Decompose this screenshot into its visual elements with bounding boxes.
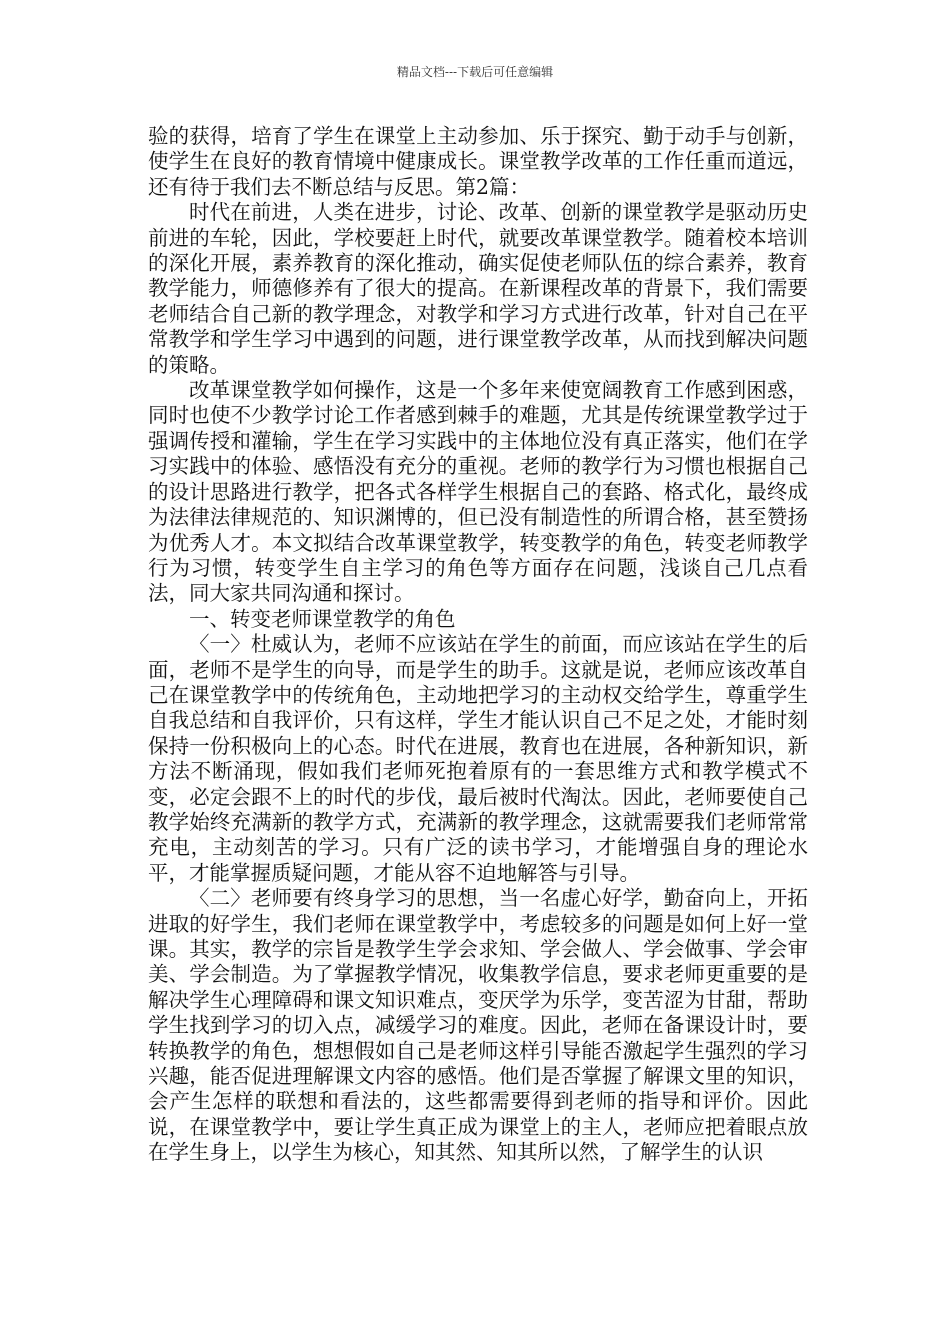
paragraph-4: 〈一〉杜威认为，老师不应该站在学生的前面，而应该站在学生的后面，老师不是学生的向导，而是学生的助手。这就是说，老师应该改革自己在课堂教学中的传统角色，主动地把学习的主动权交给学生，尊重学生自我总结和自我评价，只有这样，学生才能认识自己不足之处，才能时刻保持一份积极向上的心态。时代在进展，教育也在进展，各种新知识，新方法不断涌现，假如我们老师死抱着原有的一套思维方式和教学模式不变，必定会跟不上的时代的步伐，最后被时代淘汰。因此，老师要使自己教学始终充满新的教学方式，充满新的教学理念，这就需要我们老师常常充电，主动刻苦的学习。只有广泛的读书学习，才能增强自身的理论水平，才能掌握质疑问题，才能从容不迫地解答与引导。: [148, 632, 808, 885]
document-body: [148, 124, 808, 1166]
page-header: 精品文档---下载后可任意编辑: [396, 65, 554, 79]
paragraph-2: 时代在前进，人类在进步，讨论、改革、创新的课堂教学是驱动历史前进的车轮，因此，学校要赶上时代，就要改革课堂教学。随着校本培训的深化开展，素养教育的深化推动，确实促使老师队伍的综合素养，教育教学能力，师德修养有了很大的提高。在新课程改革的背景下，我们需要老师结合自己新的教学理念，对教学和学习方式进行改革，针对自己在平常教学和学生学习中遇到的问题，进行课堂教学改革，从而找到解决问题的策略。: [148, 200, 808, 377]
paragraph-1: 验的获得，培育了学生在课堂上主动参加、乐于探究、勤于动手与创新，使学生在良好的教育情境中健康成长。课堂教学改革的工作任重而道远，还有待于我们去不断总结与反思。第2篇：: [148, 124, 808, 199]
paragraph-3: 改革课堂教学如何操作，这是一个多年来使宽阔教育工作感到困惑，同时也使不少教学讨论工作者感到棘手的难题，尤其是传统课堂教学过于强调传授和灌输，学生在学习实践中的主体地位没有真正落实，他们在学习实践中的体验、感悟没有充分的重视。老师的教学行为习惯也根据自己的设计思路进行教学，把各式各样学生根据自己的套路、格式化，最终成为法律法律规范的、知识渊博的，但已没有制造性的所谓合格，甚至赞扬为优秀人才。本文拟结合改革课堂教学，转变教学的角色，转变老师教学行为习惯，转变学生自主学习的角色等方面存在问题，浅谈自己几点看法，同大家共同沟通和探讨。: [148, 378, 808, 606]
paragraph-5: 〈二〉老师要有终身学习的思想，当一名虚心好学，勤奋向上，开拓进取的好学生，我们老师在课堂教学中，考虑较多的问题是如何上好一堂课。其实，教学的宗旨是教学生学会求知、学会做人、学会做事、学会审美、学会制造。为了掌握教学情况，收集教学信息，要求老师更重要的是解决学生心理障碍和课文知识难点，变厌学为乐学，变苦涩为甘甜，帮助学生找到学习的切入点，减缓学习的难度。因此，老师在备课设计时，要转换教学的角色，想想假如自己是老师这样引导能否激起学生强烈的学习兴趣，能否促进理解课文内容的感悟。他们是否掌握了解课文里的知识，会产生怎样的联想和看法的，这些都需要得到老师的指导和评价。因此说，在课堂教学中，要让学生真正成为课堂上的主人，老师应把着眼点放在学生身上，以学生为核心，知其然、知其所以然，了解学生的认识: [148, 886, 808, 1165]
section-heading: 一、转变老师课堂教学的角色: [189, 606, 456, 631]
